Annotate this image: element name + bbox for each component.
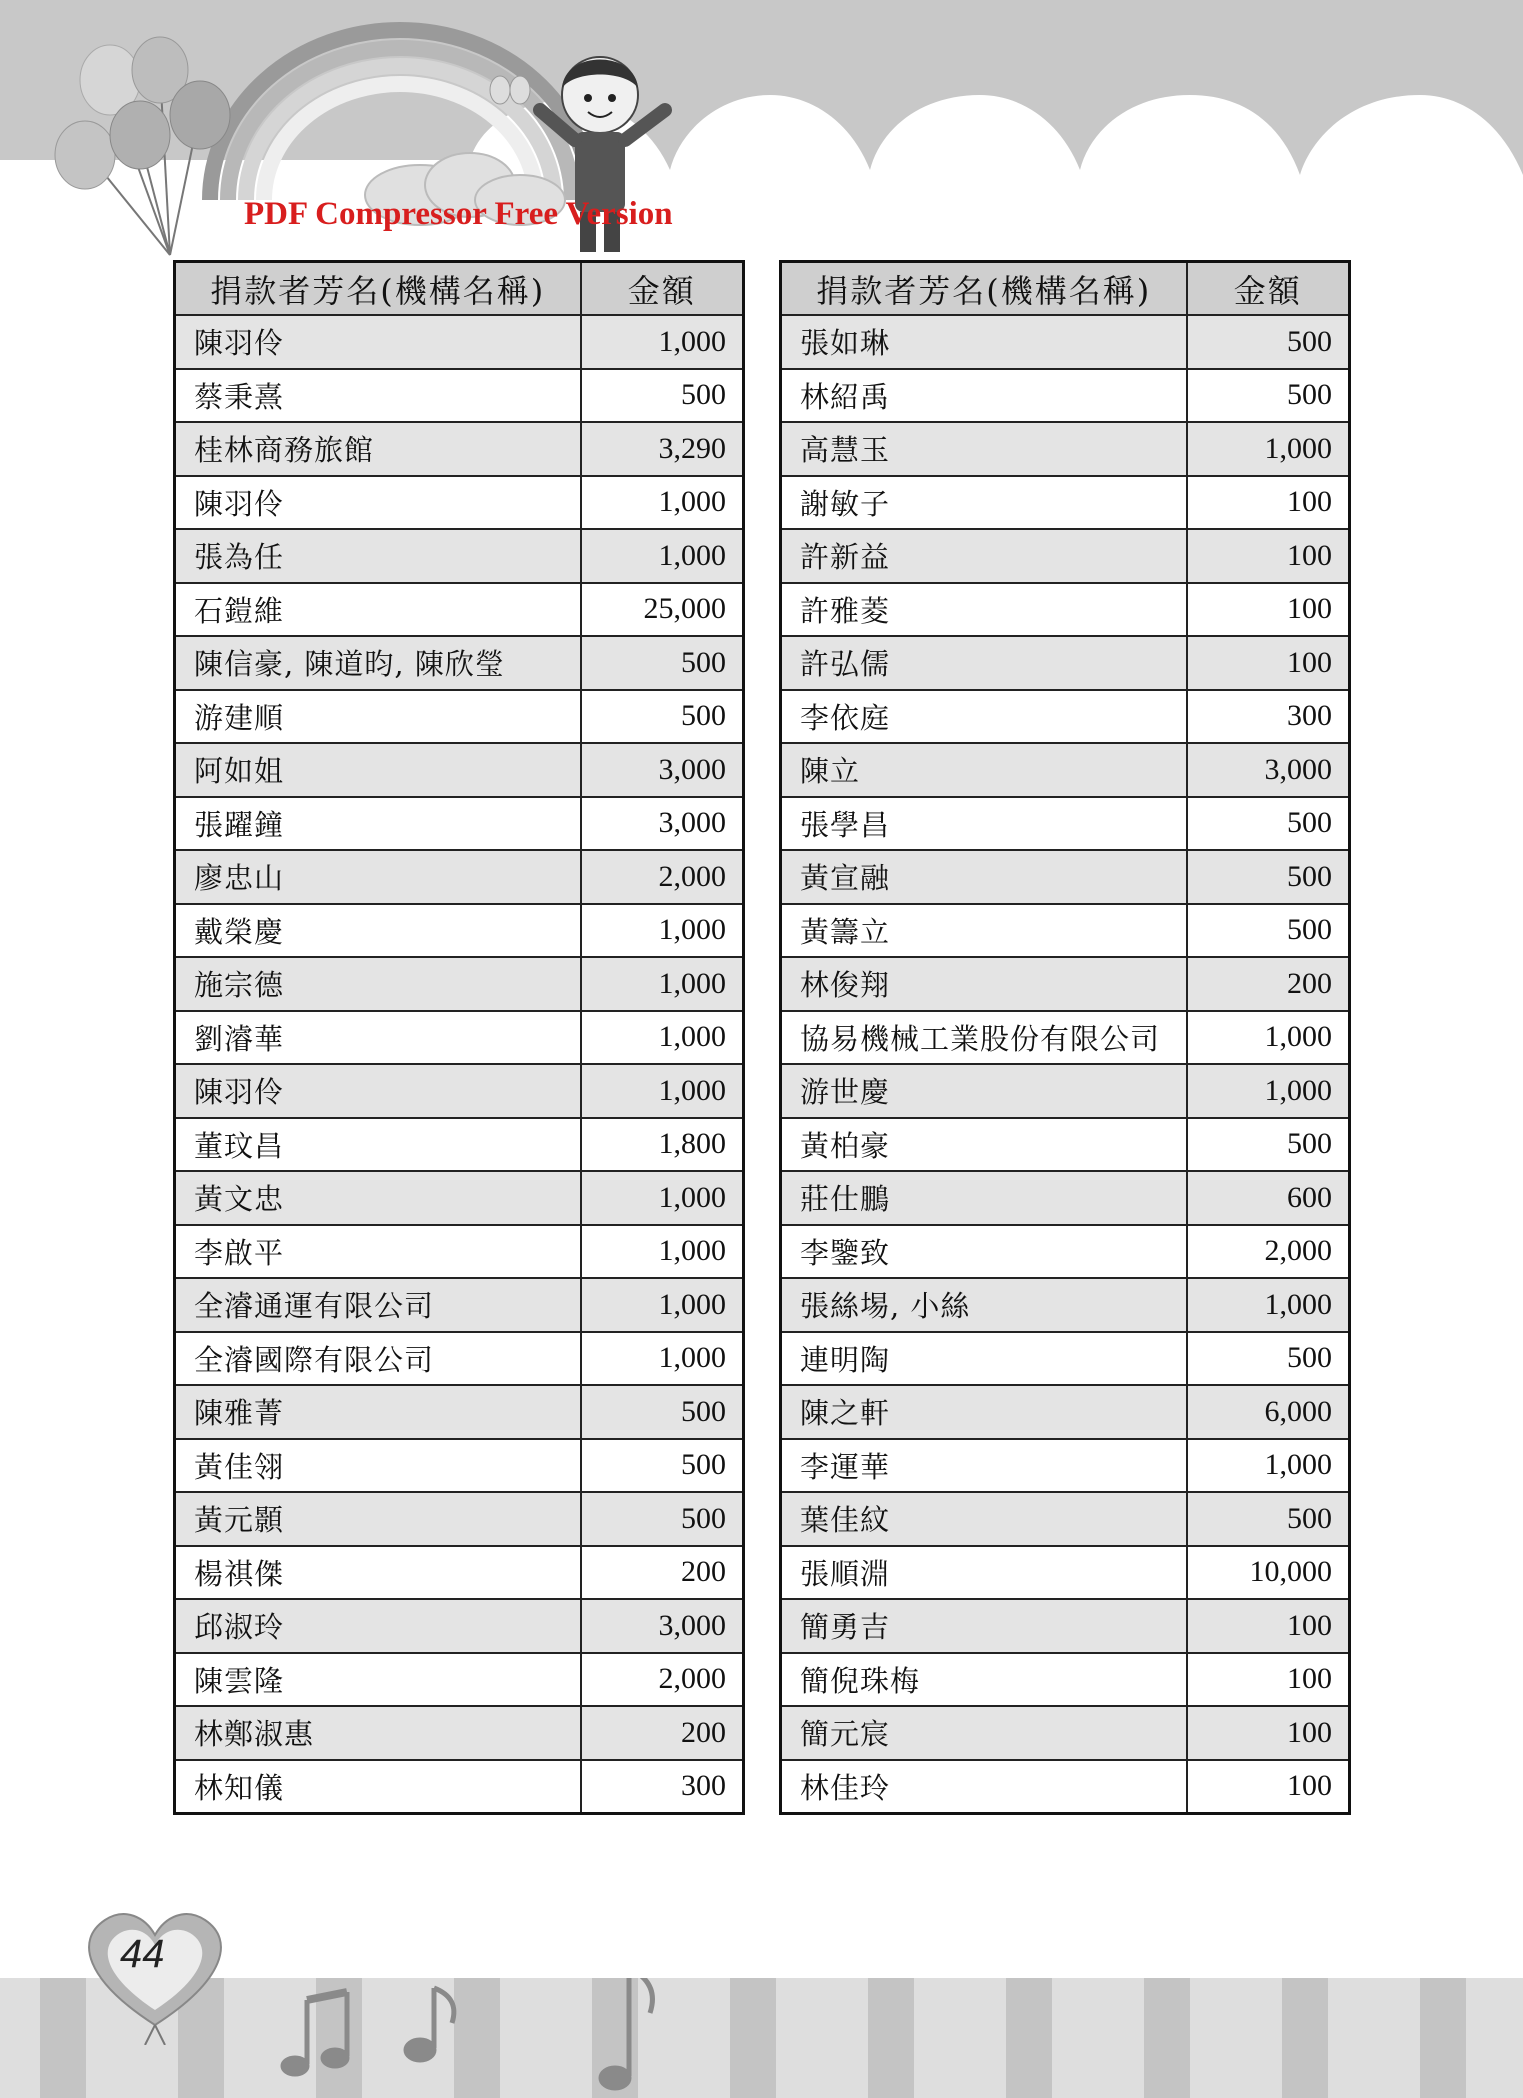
amount-cell: 300 bbox=[1187, 690, 1350, 744]
table-row bbox=[175, 1385, 744, 1439]
amount-cell: 500 bbox=[581, 1439, 744, 1493]
donor-name-cell: 黃宣融 bbox=[781, 850, 1187, 904]
table-row bbox=[175, 850, 744, 904]
donor-name-cell: 李啟平 bbox=[175, 1225, 581, 1279]
table-row bbox=[175, 1760, 744, 1814]
column-header-amount: 金額 bbox=[1187, 262, 1350, 316]
amount-cell: 500 bbox=[1187, 1492, 1350, 1546]
amount-cell: 100 bbox=[1187, 529, 1350, 583]
donor-name-cell: 游世慶 bbox=[781, 1064, 1187, 1118]
table-header-row bbox=[781, 262, 1350, 316]
amount-cell: 500 bbox=[1187, 315, 1350, 369]
column-header-amount: 金額 bbox=[581, 262, 744, 316]
page-number: 44 bbox=[120, 1932, 165, 1976]
table-row bbox=[781, 636, 1350, 690]
table-header-row bbox=[175, 262, 744, 316]
amount-cell: 1,000 bbox=[581, 1011, 744, 1065]
amount-cell: 100 bbox=[1187, 636, 1350, 690]
table-row bbox=[175, 583, 744, 637]
amount-cell: 3,000 bbox=[581, 797, 744, 851]
table-row bbox=[781, 1760, 1350, 1814]
amount-cell: 500 bbox=[1187, 369, 1350, 423]
table-row bbox=[175, 422, 744, 476]
donor-name-cell: 游建順 bbox=[175, 690, 581, 744]
table-row bbox=[781, 422, 1350, 476]
donor-name-cell: 全濬國際有限公司 bbox=[175, 1332, 581, 1386]
amount-cell: 3,000 bbox=[1187, 743, 1350, 797]
amount-cell: 3,000 bbox=[581, 743, 744, 797]
donor-name-cell: 陳羽伶 bbox=[175, 476, 581, 530]
amount-cell: 6,000 bbox=[1187, 1385, 1350, 1439]
donor-name-cell: 謝敏子 bbox=[781, 476, 1187, 530]
table-row bbox=[175, 904, 744, 958]
table-row bbox=[175, 1439, 744, 1493]
amount-cell: 100 bbox=[1187, 1706, 1350, 1760]
amount-cell: 1,000 bbox=[1187, 1011, 1350, 1065]
table-row bbox=[175, 1225, 744, 1279]
table-row bbox=[781, 797, 1350, 851]
donor-name-cell: 李運華 bbox=[781, 1439, 1187, 1493]
table-row bbox=[175, 1118, 744, 1172]
donor-name-cell: 張順淵 bbox=[781, 1546, 1187, 1600]
donor-name-cell: 張如琳 bbox=[781, 315, 1187, 369]
table-row bbox=[175, 1064, 744, 1118]
donor-name-cell: 張絲埸, 小絲 bbox=[781, 1278, 1187, 1332]
table-row bbox=[175, 797, 744, 851]
table-row bbox=[781, 1706, 1350, 1760]
donor-name-cell: 黃元顥 bbox=[175, 1492, 581, 1546]
donor-name-cell: 許弘儒 bbox=[781, 636, 1187, 690]
donor-name-cell: 連明陶 bbox=[781, 1332, 1187, 1386]
amount-cell: 200 bbox=[581, 1546, 744, 1600]
amount-cell: 1,000 bbox=[581, 529, 744, 583]
table-row bbox=[175, 315, 744, 369]
amount-cell: 500 bbox=[1187, 1118, 1350, 1172]
amount-cell: 500 bbox=[581, 636, 744, 690]
amount-cell: 200 bbox=[581, 1706, 744, 1760]
table-row bbox=[781, 476, 1350, 530]
donor-name-cell: 陳羽伶 bbox=[175, 1064, 581, 1118]
amount-cell: 1,000 bbox=[581, 1332, 744, 1386]
table-row bbox=[781, 1385, 1350, 1439]
table-row bbox=[781, 1599, 1350, 1653]
amount-cell: 2,000 bbox=[581, 1653, 744, 1707]
donor-name-cell: 簡元宸 bbox=[781, 1706, 1187, 1760]
amount-cell: 25,000 bbox=[581, 583, 744, 637]
donor-name-cell: 陳羽伶 bbox=[175, 315, 581, 369]
donor-name-cell: 石鎧維 bbox=[175, 583, 581, 637]
donor-name-cell: 莊仕鵬 bbox=[781, 1171, 1187, 1225]
table-row bbox=[781, 743, 1350, 797]
table-row bbox=[781, 1278, 1350, 1332]
table-row bbox=[175, 1706, 744, 1760]
donor-name-cell: 協易機械工業股份有限公司 bbox=[781, 1011, 1187, 1065]
amount-cell: 1,000 bbox=[581, 957, 744, 1011]
table-row bbox=[781, 369, 1350, 423]
donor-name-cell: 許新益 bbox=[781, 529, 1187, 583]
table-row bbox=[781, 1011, 1350, 1065]
amount-cell: 600 bbox=[1187, 1171, 1350, 1225]
donor-name-cell: 邱淑玲 bbox=[175, 1599, 581, 1653]
amount-cell: 2,000 bbox=[1187, 1225, 1350, 1279]
table-row bbox=[781, 529, 1350, 583]
table-row bbox=[781, 690, 1350, 744]
amount-cell: 100 bbox=[1187, 1760, 1350, 1814]
column-header-donor-name: 捐款者芳名(機構名稱) bbox=[175, 262, 581, 316]
donor-name-cell: 簡倪珠梅 bbox=[781, 1653, 1187, 1707]
table-row bbox=[781, 1171, 1350, 1225]
donor-name-cell: 黃文忠 bbox=[175, 1171, 581, 1225]
amount-cell: 2,000 bbox=[581, 850, 744, 904]
table-row bbox=[781, 1546, 1350, 1600]
donor-name-cell: 葉佳紋 bbox=[781, 1492, 1187, 1546]
donor-name-cell: 陳信豪, 陳道昀, 陳欣瑩 bbox=[175, 636, 581, 690]
amount-cell: 3,290 bbox=[581, 422, 744, 476]
amount-cell: 1,000 bbox=[581, 1278, 744, 1332]
donor-name-cell: 黃佳翎 bbox=[175, 1439, 581, 1493]
table-row bbox=[781, 1332, 1350, 1386]
donor-name-cell: 黃柏豪 bbox=[781, 1118, 1187, 1172]
amount-cell: 100 bbox=[1187, 583, 1350, 637]
amount-cell: 1,000 bbox=[581, 1171, 744, 1225]
table-row bbox=[175, 1599, 744, 1653]
donor-name-cell: 廖忠山 bbox=[175, 850, 581, 904]
table-row bbox=[175, 529, 744, 583]
table-row bbox=[781, 1064, 1350, 1118]
donor-name-cell: 李依庭 bbox=[781, 690, 1187, 744]
amount-cell: 1,800 bbox=[581, 1118, 744, 1172]
amount-cell: 500 bbox=[1187, 1332, 1350, 1386]
donor-name-cell: 張學昌 bbox=[781, 797, 1187, 851]
donor-name-cell: 楊祺傑 bbox=[175, 1546, 581, 1600]
table-row bbox=[175, 1171, 744, 1225]
amount-cell: 3,000 bbox=[581, 1599, 744, 1653]
amount-cell: 1,000 bbox=[581, 1064, 744, 1118]
donor-name-cell: 黃籌立 bbox=[781, 904, 1187, 958]
table-row bbox=[175, 636, 744, 690]
donor-name-cell: 全濬通運有限公司 bbox=[175, 1278, 581, 1332]
donor-name-cell: 施宗德 bbox=[175, 957, 581, 1011]
donor-name-cell: 戴榮慶 bbox=[175, 904, 581, 958]
table-row bbox=[781, 1492, 1350, 1546]
table-row bbox=[175, 1278, 744, 1332]
amount-cell: 500 bbox=[581, 1385, 744, 1439]
table-row bbox=[175, 1332, 744, 1386]
amount-cell: 500 bbox=[1187, 904, 1350, 958]
table-row bbox=[781, 1439, 1350, 1493]
amount-cell: 1,000 bbox=[581, 904, 744, 958]
amount-cell: 200 bbox=[1187, 957, 1350, 1011]
amount-cell: 100 bbox=[1187, 476, 1350, 530]
donor-name-cell: 陳雲隆 bbox=[175, 1653, 581, 1707]
donor-name-cell: 林佳玲 bbox=[781, 1760, 1187, 1814]
header-decoration bbox=[0, 0, 1523, 270]
amount-cell: 500 bbox=[581, 690, 744, 744]
table-row bbox=[175, 1653, 744, 1707]
table-row bbox=[781, 1118, 1350, 1172]
donor-name-cell: 林知儀 bbox=[175, 1760, 581, 1814]
amount-cell: 1,000 bbox=[1187, 1439, 1350, 1493]
donor-name-cell: 陳雅菁 bbox=[175, 1385, 581, 1439]
table-row bbox=[175, 369, 744, 423]
donor-name-cell: 桂林商務旅館 bbox=[175, 422, 581, 476]
table-row bbox=[175, 1546, 744, 1600]
amount-cell: 1,000 bbox=[1187, 1278, 1350, 1332]
table-row bbox=[781, 850, 1350, 904]
table-row bbox=[175, 1492, 744, 1546]
donor-name-cell: 高慧玉 bbox=[781, 422, 1187, 476]
donor-name-cell: 陳之軒 bbox=[781, 1385, 1187, 1439]
donor-name-cell: 張躍鐘 bbox=[175, 797, 581, 851]
table-row bbox=[175, 957, 744, 1011]
table-row bbox=[781, 583, 1350, 637]
amount-cell: 500 bbox=[581, 369, 744, 423]
watermark-text: PDF Compressor Free Version bbox=[244, 196, 673, 232]
table-row bbox=[175, 743, 744, 797]
amount-cell: 1,000 bbox=[581, 476, 744, 530]
amount-cell: 500 bbox=[581, 1492, 744, 1546]
amount-cell: 500 bbox=[1187, 797, 1350, 851]
donor-name-cell: 林紹禹 bbox=[781, 369, 1187, 423]
table-row bbox=[175, 476, 744, 530]
amount-cell: 500 bbox=[1187, 850, 1350, 904]
amount-cell: 100 bbox=[1187, 1599, 1350, 1653]
donor-name-cell: 林俊翔 bbox=[781, 957, 1187, 1011]
donor-name-cell: 簡勇吉 bbox=[781, 1599, 1187, 1653]
donation-table-left bbox=[173, 260, 745, 1815]
donation-table-right bbox=[779, 260, 1351, 1815]
donor-name-cell: 蔡秉熹 bbox=[175, 369, 581, 423]
table-row bbox=[781, 315, 1350, 369]
amount-cell: 300 bbox=[581, 1760, 744, 1814]
amount-cell: 100 bbox=[1187, 1653, 1350, 1707]
donor-name-cell: 阿如姐 bbox=[175, 743, 581, 797]
donor-name-cell: 張為任 bbox=[175, 529, 581, 583]
donor-name-cell: 陳立 bbox=[781, 743, 1187, 797]
table-row bbox=[175, 690, 744, 744]
amount-cell: 1,000 bbox=[1187, 1064, 1350, 1118]
donor-name-cell: 李鑒致 bbox=[781, 1225, 1187, 1279]
amount-cell: 1,000 bbox=[581, 1225, 744, 1279]
table-row bbox=[781, 904, 1350, 958]
amount-cell: 1,000 bbox=[581, 315, 744, 369]
amount-cell: 1,000 bbox=[1187, 422, 1350, 476]
table-row bbox=[781, 1225, 1350, 1279]
amount-cell: 10,000 bbox=[1187, 1546, 1350, 1600]
table-row bbox=[175, 1011, 744, 1065]
table-row bbox=[781, 957, 1350, 1011]
column-header-donor-name: 捐款者芳名(機構名稱) bbox=[781, 262, 1187, 316]
table-row bbox=[781, 1653, 1350, 1707]
donor-name-cell: 董玟昌 bbox=[175, 1118, 581, 1172]
donor-name-cell: 林鄭淑惠 bbox=[175, 1706, 581, 1760]
donor-name-cell: 許雅菱 bbox=[781, 583, 1187, 637]
donor-name-cell: 劉濬華 bbox=[175, 1011, 581, 1065]
